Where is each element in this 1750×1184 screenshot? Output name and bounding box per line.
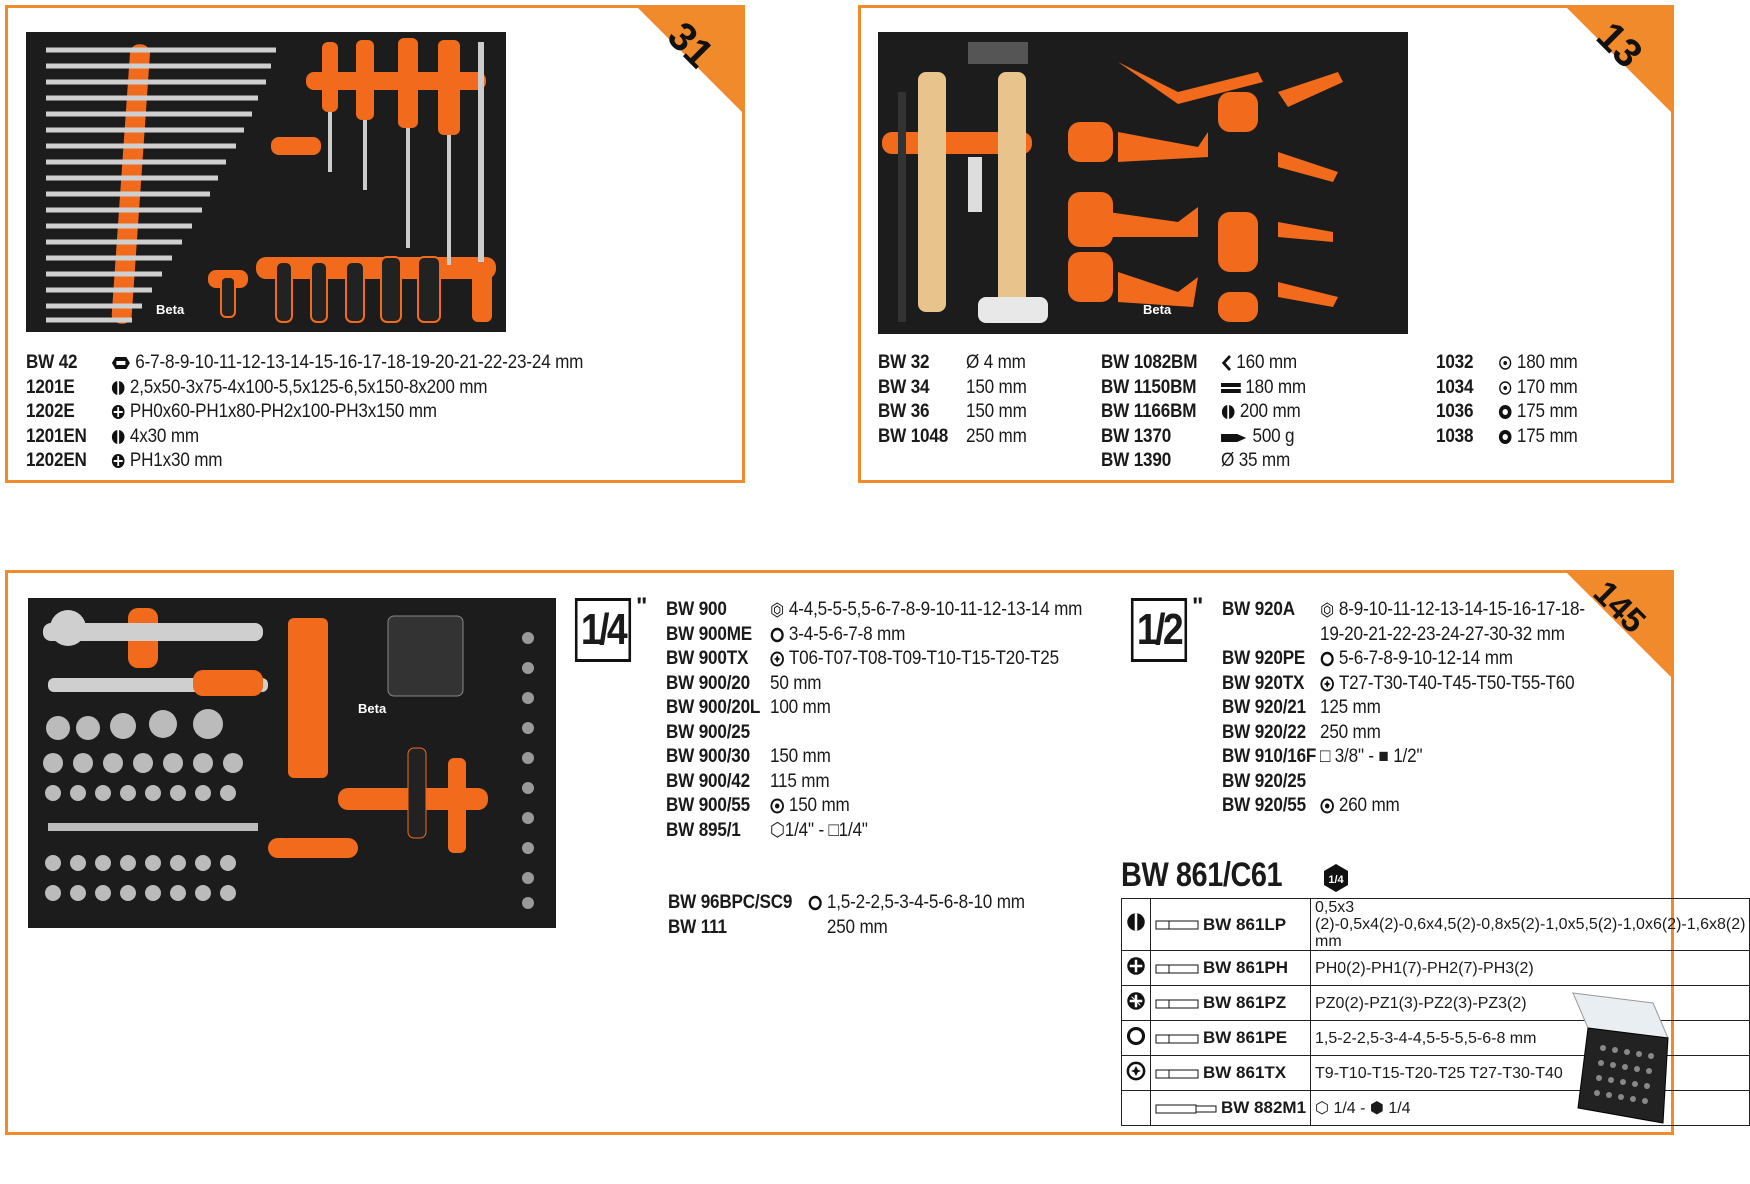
half-inch-badge: 1/2 bbox=[1131, 598, 1187, 662]
circlip-outer-icon bbox=[1498, 355, 1512, 371]
bit-case-image bbox=[1553, 983, 1673, 1133]
pozidriv-icon bbox=[1126, 991, 1146, 1011]
flat-slot-icon bbox=[1126, 912, 1146, 932]
bit-icon bbox=[1155, 963, 1199, 975]
panel-145 bbox=[5, 570, 1746, 1135]
tool-tray-image bbox=[28, 598, 556, 928]
svg-text:Beta: Beta bbox=[358, 701, 387, 716]
count-badge: 145 bbox=[1564, 570, 1674, 680]
combination-wrench-icon bbox=[111, 355, 131, 371]
count-badge: 31 bbox=[635, 5, 745, 115]
ratchet-icon bbox=[1320, 798, 1334, 814]
phillips-icon bbox=[111, 453, 125, 469]
inch-mark: " bbox=[636, 593, 648, 620]
flat-slot-icon bbox=[111, 429, 125, 445]
ring-icon bbox=[808, 895, 822, 911]
panel-31 bbox=[5, 5, 745, 483]
spec-row: 1201E 2,5x50-3x75-4x100-5,5x125-6,5x150-8x200 mm bbox=[26, 376, 488, 398]
flat-jaw-icon bbox=[1221, 381, 1241, 395]
table-row: BW 861PH PH0(2)-PH1(7)-PH2(7)-PH3(2) bbox=[1122, 951, 1750, 986]
phillips-icon bbox=[111, 404, 125, 420]
bit-set-title: BW 861/C61 bbox=[1121, 856, 1283, 894]
bit-icon bbox=[1155, 919, 1199, 931]
table-row: BW 861PE 1,5-2-2,5-3-4-4,5-5-5,5-6-8 mm bbox=[1122, 1021, 1750, 1056]
quarter-spec-list: BW 900 4-4,5-5-5,5-6-7-8-9-10-11-12-13-14 mm BW 900ME 3-4-5-6-7-8 mm BW 900TX T06-T07-T08-T09-T10-T15-T20-T25 BW 900/20 50 mm BW 900/20L 100 mm BW 900/25 BW 900/30 150 mm BW 900/42 115 mm BW 900/55 150 mm BW 895/1 ⬡1/4" - □1/4" bbox=[666, 599, 1083, 841]
spec-row: BW 42 6-7-8-9-10-11-12-13-14-15-16-17-18-19-20-21-22-23-24 mm bbox=[26, 352, 584, 373]
quarter-extra-list: BW 96BPC/SC9 1,5-2-2,5-3-4-5-6-8-10 mm BW 111 250 mm bbox=[668, 892, 1025, 938]
table-row: BW 861TX T9-T10-T15-T20-T25 T27-T30-T40 bbox=[1122, 1056, 1750, 1091]
torx-icon bbox=[1320, 676, 1334, 692]
svg-text:Beta: Beta bbox=[156, 302, 185, 317]
spec-list bbox=[26, 351, 636, 474]
circlip-inner-icon bbox=[1498, 429, 1512, 445]
spec-row: 1202EN PH1x30 mm bbox=[26, 450, 223, 471]
spec-col-3: 1032 180 mm 1034 170 mm 1036 175 mm 1038 175 mm bbox=[1436, 352, 1578, 447]
ring-icon bbox=[1320, 651, 1334, 667]
ratchet-icon bbox=[770, 798, 784, 814]
flat-slot-icon bbox=[111, 380, 125, 396]
spec-col-2: BW 1082BM 160 mm BW 1150BM 180 mm BW 1166BM 200 mm BW 1370 500 g BW 1390 Ø 35 mm bbox=[1101, 352, 1306, 471]
torx-icon bbox=[770, 651, 784, 667]
circlip-outer-icon bbox=[1498, 380, 1512, 396]
spec-row: 1201EN 4x30 mm bbox=[26, 425, 199, 447]
svg-text:Beta: Beta bbox=[1143, 302, 1172, 317]
ring-icon bbox=[770, 627, 784, 643]
panel-13 bbox=[858, 5, 1674, 483]
torx-icon bbox=[1126, 1061, 1146, 1081]
bit-icon bbox=[1155, 1068, 1199, 1080]
spec-row: 1202E PH0x60-PH1x80-PH2x100-PH3x150 mm bbox=[26, 401, 437, 422]
hex-socket-icon bbox=[1320, 602, 1334, 618]
tool-tray-image bbox=[26, 32, 506, 332]
table-row: BW 861PZ PZ0(2)-PZ1(3)-PZ2(3)-PZ3(2) bbox=[1122, 986, 1750, 1021]
bit-icon bbox=[1155, 998, 1199, 1010]
svg-text:1/4: 1/4 bbox=[1328, 874, 1344, 886]
bit-icon bbox=[1155, 1033, 1199, 1045]
quarter-inch-badge: 1/4 bbox=[575, 598, 631, 662]
inch-mark: " bbox=[1192, 593, 1204, 620]
quarter-drive-badge-icon bbox=[1321, 863, 1351, 893]
curved-jaw-icon bbox=[1221, 355, 1232, 371]
bit-holder-icon bbox=[1155, 1103, 1217, 1115]
spec-col-1: BW 32 Ø 4 mm BW 34 150 mm BW 36 150 mm BW 1048 250 mm bbox=[878, 352, 1027, 447]
circlip-inner-icon bbox=[1498, 404, 1512, 420]
tool-tray-image bbox=[878, 32, 1408, 334]
table-row: BW 861LP 0,5x3 (2)-0,5x4(2)-0,6x4,5(2)-0,8x5(2)-1,0x5,5(2)-1,0x6(2)-1,6x8(2) mm bbox=[1122, 899, 1750, 951]
count-badge: 13 bbox=[1564, 5, 1674, 115]
hammer-icon bbox=[1221, 430, 1248, 444]
cutter-icon bbox=[1221, 404, 1235, 420]
hex-socket-icon bbox=[770, 602, 784, 618]
half-spec-list: BW 920A 8-9-10-11-12-13-14-15-16-17-18- 19-20-21-22-23-24-27-30-32 mm BW 920PE 5-6-7-8-9-10-12-14 mm BW 920TX T27-T30-T40-T45-T50-T55-T60 BW 920/21 125 mm BW 920/22 250 mm BW 910/16F □ 3/8" - ■ 1/2" BW 920/25 BW 920/55 260 mm bbox=[1222, 599, 1585, 816]
phillips-icon bbox=[1126, 956, 1146, 976]
ring-icon bbox=[1126, 1026, 1146, 1046]
table-row: BW 882M1 ⬡ 1/4 - ⬢ 1/4 bbox=[1122, 1091, 1750, 1126]
